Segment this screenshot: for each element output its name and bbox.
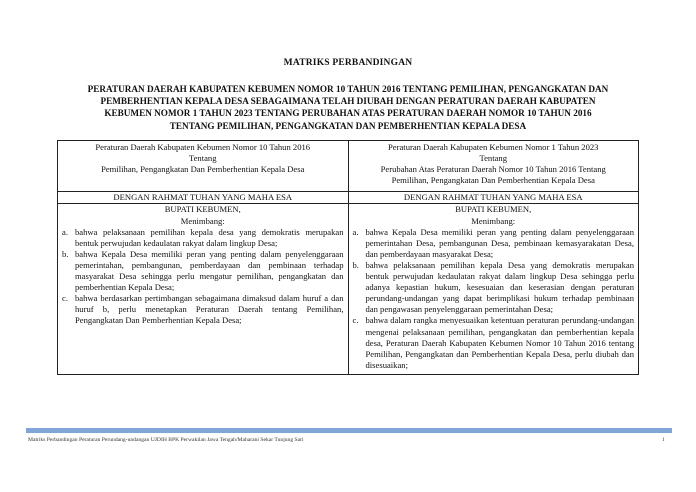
list-item [353, 260, 635, 315]
left-menimbang-cell [58, 216, 349, 375]
header-row [58, 141, 639, 192]
subtitle-line: PERATURAN DAERAH KABUPATEN KEBUMEN NOMOR 10 TAHUN 2016 TENTANG PEMILIHAN, PENGANGKATAN DAN [87, 84, 609, 94]
item-marker: b. [352, 259, 359, 270]
subtitle-line: TENTANG PEMILIHAN, PENGANGKATAN DAN PEMBERHENTIAN KEPALA DESA [169, 120, 527, 131]
left-bupati: BUPATI KEBUMEN, [58, 204, 349, 216]
item-marker: a. [62, 226, 68, 237]
item-text: bahwa berdasarkan pertimbangan sebagaimana dimaksud dalam huruf a dan huruf b, perlu menetapkan Peraturan Daerah tentang Pemilihan, Pengangkatan Dan Pemberhentian Kepala Desa; [75, 293, 344, 326]
page-number: 1 [662, 437, 665, 443]
left-header-line: Tentang [188, 153, 217, 164]
item-marker: b. [62, 248, 69, 259]
right-menimbang-label: Menimbang: [471, 215, 516, 226]
bupati-row [58, 204, 639, 216]
left-header-line: Pemilihan, Pengangkatan Dan Pemberhentian Kepala Desa [101, 164, 305, 175]
subtitle-line: PEMBERHENTIAN KEPALA DESA SEBAGAIMANA TELAH DIUBAH DENGAN PERATURAN DAERAH KABUPATEN [100, 96, 596, 107]
document-subtitle [70, 83, 626, 132]
item-marker: c. [62, 293, 68, 304]
item-text: bahwa dalam rangka menyesuaikan ketentuan peraturan perundang-undangan mengenai pelaksanaan pemilihan, pengangkatan dan pemberhentian kepala desa, Peraturan Daerah Kabupaten Kebumen Nomor 10 Tahun 2016 tentang Pemilihan, Pengangkatan dan Pemberhentian Kepala Desa, perlu diubah dan disesuaikan; [365, 315, 634, 370]
list-item [62, 249, 344, 293]
item-text: bahwa pelaksanaan pemilihan kepala desa yang demokratis merupakan bentuk perwujudan kedaulatan rakyat dalam lingkup Desa; [75, 226, 344, 248]
left-menimbang-label: Menimbang: [180, 215, 225, 226]
item-marker: c. [352, 315, 359, 326]
right-header-line: Tentang [479, 153, 508, 164]
left-rahmat: DENGAN RAHMAT TUHAN YANG MAHA ESA [58, 192, 349, 204]
right-header-line: Perubahan Atas Peraturan Daerah Nomor 10 Tahun 2016 Tentang [380, 164, 606, 175]
right-header-line: Pemilihan, Pengangkatan Dan Pemberhentian Kepala Desa [391, 175, 595, 186]
item-text: bahwa Kepala Desa memiliki peran yang penting dalam penyelenggaraan pemerintahan Desa, pembangunan Desa, pembinaan kemasyarakatan Desa, dan pemberdayaan masyarakat Desa; [365, 226, 634, 259]
list-item [353, 315, 635, 370]
right-bupati: BUPATI KEBUMEN, [348, 204, 639, 216]
left-considerations-list [62, 227, 344, 327]
right-header-cell [348, 141, 639, 192]
footer-text: Matriks Perbandingan Peraturan Perundang-undangan UJDIH BPK Perwakilan Jawa Tengah/Maharani Sekar Tunjung Sari [28, 437, 304, 443]
list-item [353, 227, 635, 260]
item-marker: a. [352, 226, 359, 237]
right-rahmat: DENGAN RAHMAT TUHAN YANG MAHA ESA [348, 192, 639, 204]
item-text: bahwa Kepala Desa memiliki peran yang penting dalam penyelenggaraan pemerintahan, pembangunan, pemberdayaan dan pembinaan terhadap masyarakat Desa sehingga perlu mengatur pemilihan, pengangkatan dan pemberhentian Kepala Desa; [75, 248, 344, 293]
subtitle-line: KEBUMEN NOMOR 1 TAHUN 2023 TENTANG PERUBAHAN ATAS PERATURAN DAERAH NOMOR 10 TAHUN 2016 [104, 108, 592, 119]
footer-divider [26, 428, 672, 433]
list-item [62, 227, 344, 249]
right-header-line: Peraturan Daerah Kabupaten Kebumen Nomor 1 Tahun 2023 [388, 142, 599, 152]
list-item [62, 293, 344, 326]
right-menimbang-cell [348, 216, 639, 375]
comparison-table [57, 140, 639, 375]
item-text: bahwa pelaksanaan pemilihan kepala Desa yang demokratis merupakan bentuk perwujudan kedaulatan rakyat dalam lingkup Desa sehingga perlu adanya kepastian hukum, kesesuaian dan keserasian dengan peraturan perundang-undangan yang dapat berimplikasi hukum terhadap pembinaan dan pengawasan penyelenggaraan pemerintahan Desa; [365, 259, 634, 315]
document-title: MATRIKS PERBANDINGAN [283, 58, 413, 68]
left-header-cell [58, 141, 349, 192]
rahmat-row [58, 192, 639, 204]
right-considerations-list [353, 227, 635, 371]
menimbang-row [58, 216, 639, 375]
left-header-line: Peraturan Daerah Kabupaten Kebumen Nomor 10 Tahun 2016 [95, 142, 311, 152]
